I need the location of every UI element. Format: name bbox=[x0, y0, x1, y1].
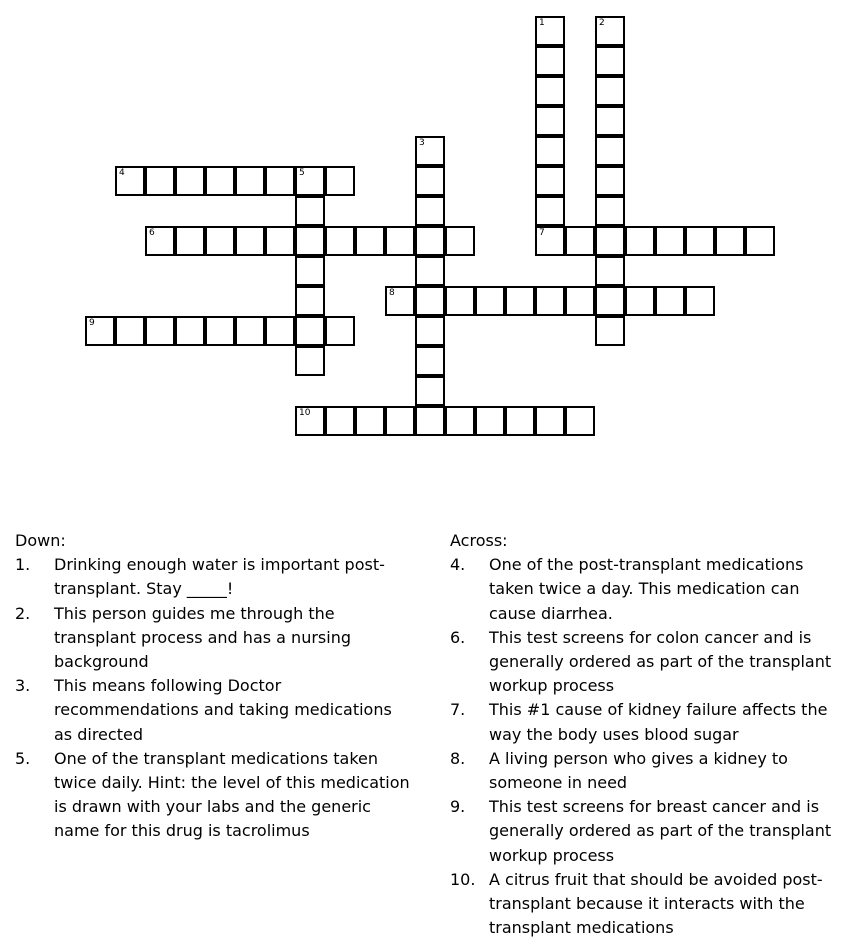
grid-cell[interactable] bbox=[535, 106, 565, 136]
grid-cell[interactable] bbox=[565, 226, 595, 256]
clue-number: 3. bbox=[15, 676, 31, 696]
grid-cell[interactable] bbox=[595, 316, 625, 346]
grid-cell[interactable] bbox=[415, 286, 445, 316]
grid-cell[interactable] bbox=[295, 226, 325, 256]
grid-cell[interactable] bbox=[715, 226, 745, 256]
clue-number: 4. bbox=[450, 555, 466, 575]
clue-text: This #1 cause of kidney failure affects the way the body uses blood sugar bbox=[489, 700, 828, 744]
grid-cell[interactable] bbox=[145, 166, 175, 196]
down-heading: Down: bbox=[15, 531, 66, 550]
grid-cell[interactable] bbox=[415, 196, 445, 226]
clue-text: One of the transplant medications taken twice daily. Hint: the level of this medication is drawn with your labs and the generic name for this drug is tacrolimus bbox=[54, 748, 410, 841]
cell-number: 4 bbox=[119, 168, 125, 178]
grid-cell[interactable] bbox=[475, 286, 505, 316]
grid-cell[interactable] bbox=[175, 316, 205, 346]
clue-down-1 bbox=[15, 553, 410, 601]
grid-cell[interactable] bbox=[115, 316, 145, 346]
cell-number: 3 bbox=[419, 138, 425, 148]
grid-cell[interactable] bbox=[175, 166, 205, 196]
grid-cell[interactable] bbox=[415, 376, 445, 406]
grid-cell[interactable] bbox=[265, 226, 295, 256]
clue-number: 1. bbox=[15, 555, 31, 575]
clue-number: 2. bbox=[15, 603, 31, 623]
grid-cell-3[interactable] bbox=[415, 136, 445, 166]
grid-cell[interactable] bbox=[505, 286, 535, 316]
grid-cell[interactable] bbox=[595, 166, 625, 196]
grid-cell[interactable] bbox=[475, 406, 505, 436]
grid-cell[interactable] bbox=[595, 46, 625, 76]
cell-number: 9 bbox=[89, 318, 95, 328]
grid-cell[interactable] bbox=[385, 226, 415, 256]
grid-cell-10[interactable] bbox=[295, 406, 325, 436]
clue-number: 6. bbox=[450, 627, 466, 647]
grid-cell[interactable] bbox=[265, 316, 295, 346]
clue-across-9 bbox=[450, 795, 842, 868]
grid-cell[interactable] bbox=[415, 346, 445, 376]
clue-text: This means following Doctor recommendations and taking medications as directed bbox=[54, 676, 392, 744]
down-clues bbox=[15, 529, 410, 844]
grid-cell[interactable] bbox=[295, 196, 325, 226]
grid-cell[interactable] bbox=[415, 406, 445, 436]
grid-cell[interactable] bbox=[595, 136, 625, 166]
cell-number: 1 bbox=[539, 18, 545, 28]
grid-cell[interactable] bbox=[535, 136, 565, 166]
grid-cell[interactable] bbox=[415, 316, 445, 346]
across-heading: Across: bbox=[450, 531, 508, 550]
grid-cell[interactable] bbox=[535, 406, 565, 436]
clue-across-6 bbox=[450, 626, 842, 699]
clue-number: 7. bbox=[450, 700, 466, 720]
cell-number: 5 bbox=[299, 168, 305, 178]
grid-cell[interactable] bbox=[625, 226, 655, 256]
cell-number: 8 bbox=[389, 288, 395, 298]
clue-text: This test screens for colon cancer and is generally ordered as part of the transplant workup process bbox=[489, 627, 832, 696]
grid-cell[interactable] bbox=[655, 286, 685, 316]
grid-cell[interactable] bbox=[385, 406, 415, 436]
grid-cell-1[interactable] bbox=[535, 16, 565, 46]
clue-text: One of the post-transplant medications taken twice a day. This medication can cause diarrhea. bbox=[489, 555, 804, 623]
grid-cell[interactable] bbox=[535, 166, 565, 196]
grid-cell[interactable] bbox=[235, 166, 265, 196]
grid-cell[interactable] bbox=[595, 256, 625, 286]
grid-cell[interactable] bbox=[535, 286, 565, 316]
grid-cell[interactable] bbox=[205, 316, 235, 346]
clue-across-10 bbox=[450, 868, 842, 941]
grid-cell[interactable] bbox=[595, 76, 625, 106]
grid-cell-6[interactable] bbox=[145, 226, 175, 256]
grid-cell[interactable] bbox=[685, 226, 715, 256]
grid-cell[interactable] bbox=[595, 286, 625, 316]
grid-cell[interactable] bbox=[295, 256, 325, 286]
clue-number: 10. bbox=[450, 869, 476, 889]
grid-cell-5[interactable] bbox=[295, 166, 325, 196]
grid-cell[interactable] bbox=[205, 166, 235, 196]
clue-text: A living person who gives a kidney to someone in need bbox=[489, 748, 788, 793]
grid-cell[interactable] bbox=[415, 256, 445, 286]
clue-down-3 bbox=[15, 674, 410, 747]
grid-cell[interactable] bbox=[445, 226, 475, 256]
grid-cell[interactable] bbox=[235, 226, 265, 256]
grid-cell[interactable] bbox=[565, 406, 595, 436]
grid-cell[interactable] bbox=[595, 226, 625, 256]
grid-cell[interactable] bbox=[685, 286, 715, 316]
grid-cell[interactable] bbox=[445, 406, 475, 436]
grid-cell[interactable] bbox=[535, 196, 565, 226]
grid-cell[interactable] bbox=[595, 106, 625, 136]
grid-cell[interactable] bbox=[625, 286, 655, 316]
cell-number: 6 bbox=[149, 228, 155, 238]
grid-cell[interactable] bbox=[355, 226, 385, 256]
grid-cell[interactable] bbox=[265, 166, 295, 196]
grid-cell[interactable] bbox=[325, 226, 355, 256]
grid-cell[interactable] bbox=[535, 76, 565, 106]
grid-cell[interactable] bbox=[325, 316, 355, 346]
clue-number: 5. bbox=[15, 748, 31, 768]
grid-cell[interactable] bbox=[655, 226, 685, 256]
grid-cell-7[interactable] bbox=[535, 226, 565, 256]
grid-cell[interactable] bbox=[745, 226, 775, 256]
grid-cell[interactable] bbox=[205, 226, 235, 256]
grid-cell-9[interactable] bbox=[85, 316, 115, 346]
clue-across-7 bbox=[450, 698, 842, 746]
grid-cell[interactable] bbox=[295, 316, 325, 346]
cell-number: 7 bbox=[539, 228, 545, 238]
grid-cell[interactable] bbox=[175, 226, 205, 256]
grid-cell[interactable] bbox=[145, 316, 175, 346]
clue-down-5 bbox=[15, 747, 410, 844]
clue-text: This test screens for breast cancer and is generally ordered as part of the transplant workup process bbox=[489, 797, 832, 865]
grid-cell[interactable] bbox=[235, 316, 265, 346]
grid-cell[interactable] bbox=[325, 406, 355, 436]
clue-text: This person guides me through the transplant process and has a nursing background bbox=[54, 603, 351, 672]
grid-cell[interactable] bbox=[415, 226, 445, 256]
clue-text: Drinking enough water is important post-transplant. Stay _____! bbox=[54, 555, 385, 599]
clue-number: 9. bbox=[450, 797, 466, 817]
grid-cell-2[interactable] bbox=[595, 16, 625, 46]
clue-down-2 bbox=[15, 602, 410, 675]
clue-number: 8. bbox=[450, 748, 466, 768]
grid-cell-8[interactable] bbox=[385, 286, 415, 316]
grid-cell[interactable] bbox=[295, 346, 325, 376]
grid-cell[interactable] bbox=[505, 406, 535, 436]
clue-across-8 bbox=[450, 747, 842, 795]
grid-cell-4[interactable] bbox=[115, 166, 145, 196]
grid-cell[interactable] bbox=[595, 196, 625, 226]
cell-number: 10 bbox=[299, 408, 311, 418]
grid-cell[interactable] bbox=[355, 406, 385, 436]
across-clues bbox=[450, 529, 842, 940]
grid-cell[interactable] bbox=[325, 166, 355, 196]
crossword-grid bbox=[0, 0, 850, 450]
grid-cell[interactable] bbox=[535, 46, 565, 76]
grid-cell[interactable] bbox=[565, 286, 595, 316]
clue-text: A citrus fruit that should be avoided post-transplant because it interacts with the transplant medications bbox=[489, 869, 823, 938]
clue-across-4 bbox=[450, 553, 842, 626]
grid-cell[interactable] bbox=[295, 286, 325, 316]
grid-cell[interactable] bbox=[415, 166, 445, 196]
cell-number: 2 bbox=[599, 18, 605, 28]
grid-cell[interactable] bbox=[445, 286, 475, 316]
